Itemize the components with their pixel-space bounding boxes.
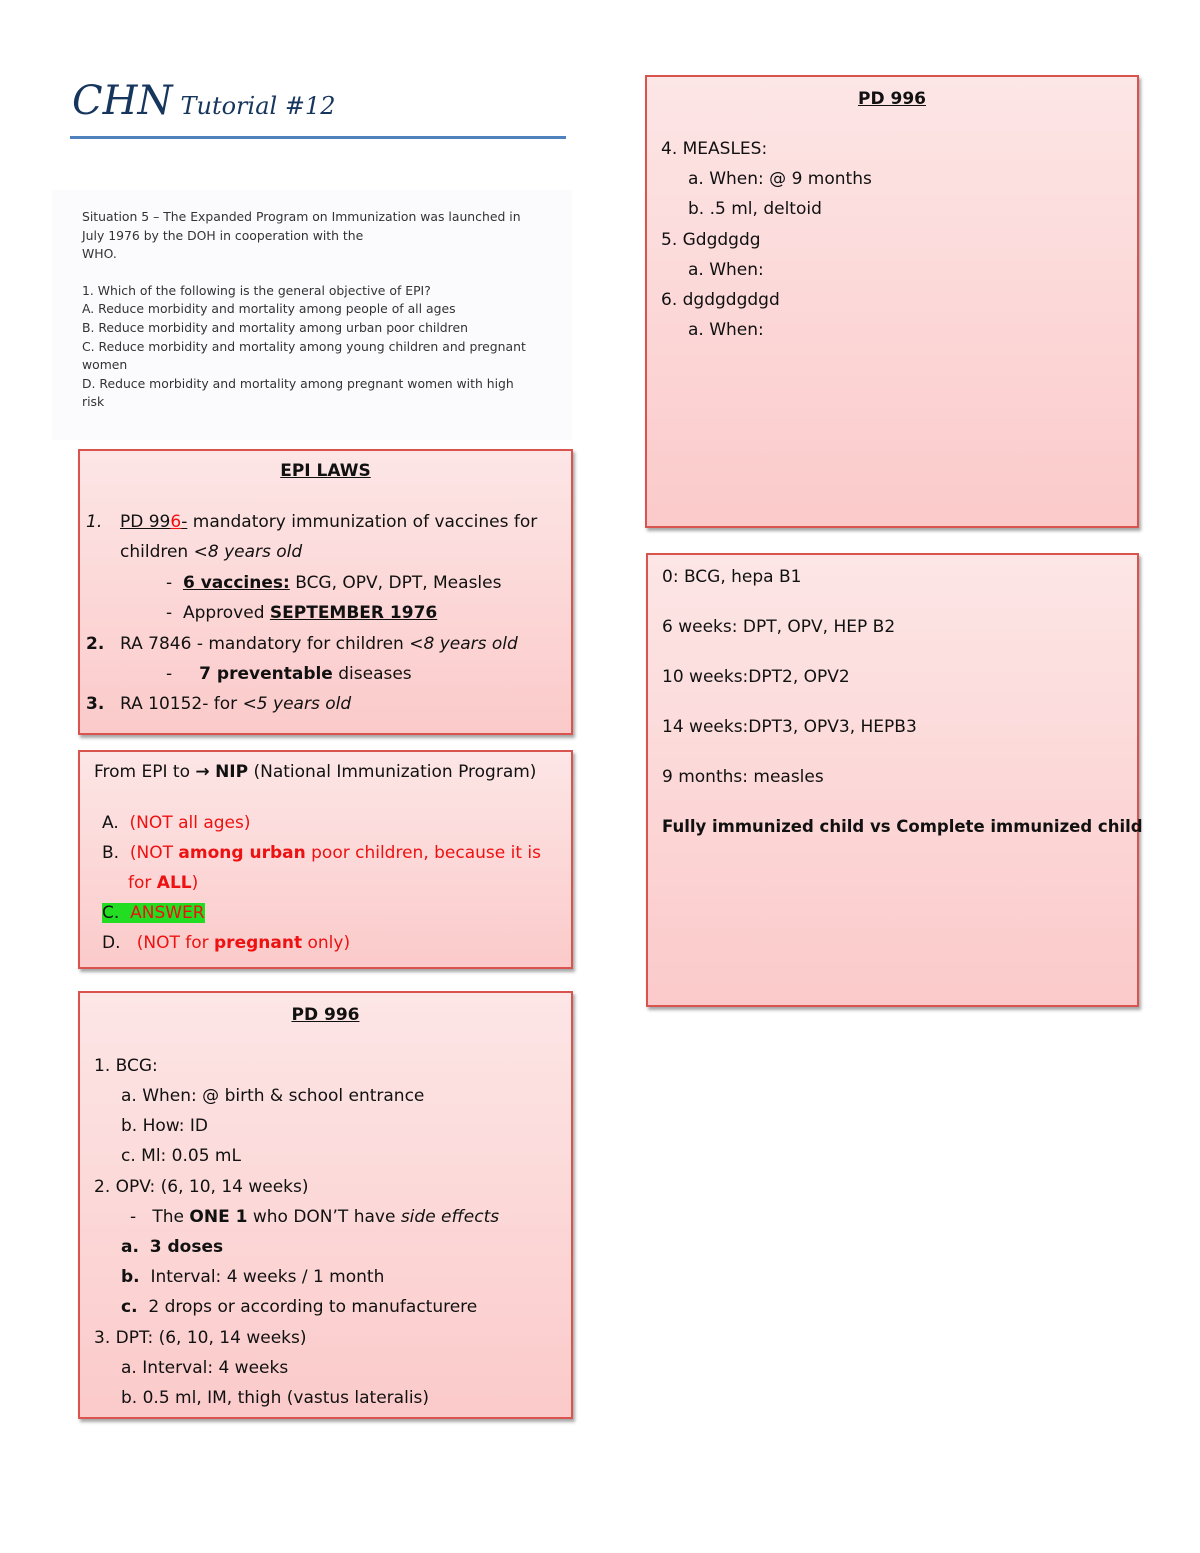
title-sub: Tutorial #12 bbox=[180, 92, 336, 120]
schedule-line: 0: BCG, hepa B1 bbox=[662, 567, 802, 587]
opv-interval: b. Interval: 4 weeks / 1 month bbox=[121, 1267, 385, 1287]
dpt-interval: a. Interval: 4 weeks bbox=[121, 1358, 289, 1378]
law-pd996-approved: - Approved SEPTEMBER 1976 bbox=[166, 603, 438, 623]
dpt-dose: b. 0.5 ml, IM, thigh (vastus lateralis) bbox=[121, 1388, 430, 1408]
epi-laws-heading: EPI LAWS bbox=[280, 461, 371, 481]
measles-dose: b. .5 ml, deltoid bbox=[688, 199, 822, 219]
nip-option-c-answer: C. ANSWER bbox=[102, 903, 205, 923]
opv-doses: a. 3 doses bbox=[121, 1237, 224, 1257]
list-number: 3. bbox=[86, 694, 105, 714]
opv-note: - The ONE 1 who DON’T have side effects bbox=[130, 1207, 500, 1227]
law-pd996-cont: children <8 years old bbox=[120, 542, 303, 562]
measles-when: a. When: @ 9 months bbox=[688, 169, 872, 189]
title-main: CHN bbox=[72, 78, 173, 124]
item-6-when: a. When: bbox=[688, 320, 764, 340]
item-5: 5. Gdgdgdg bbox=[661, 230, 761, 250]
bcg-when: a. When: @ birth & school entrance bbox=[121, 1086, 425, 1106]
question-option: risk bbox=[82, 394, 105, 410]
item-6: 6. dgdgdgdgd bbox=[661, 290, 780, 310]
document-title bbox=[72, 78, 335, 124]
pd996-right-box bbox=[645, 75, 1139, 528]
list-number: 2. bbox=[86, 634, 105, 654]
nip-option-d: D. (NOT for pregnant only) bbox=[102, 933, 351, 953]
pd996-left-box bbox=[78, 991, 573, 1419]
schedule-line: 9 months: measles bbox=[662, 767, 824, 787]
title-underline bbox=[70, 136, 566, 139]
nip-option-b: B. (NOT among urban poor children, because it is bbox=[102, 843, 542, 863]
schedule-line: 14 weeks:DPT3, OPV3, HEPB3 bbox=[662, 717, 917, 737]
law-pd996: PD 996- mandatory immunization of vaccines for bbox=[120, 512, 538, 532]
schedule-line: 6 weeks: DPT, OPV, HEP B2 bbox=[662, 617, 896, 637]
question-intro-1: Situation 5 – The Expanded Program on Immunization was launched in bbox=[82, 209, 521, 224]
law-ra7846-diseases: - 7 preventable diseases bbox=[166, 664, 412, 684]
nip-box bbox=[78, 750, 573, 969]
question-intro-2: July 1976 by the DOH in cooperation with the bbox=[82, 227, 364, 243]
question-stem: 1. Which of the following is the general objective of EPI? bbox=[82, 282, 431, 298]
question-option: D. Reduce morbidity and mortality among pregnant women with high bbox=[82, 375, 514, 391]
pd996-right-heading: PD 996 bbox=[858, 89, 926, 109]
bcg-ml: c. Ml: 0.05 mL bbox=[121, 1146, 241, 1166]
bcg-line: 1. BCG: bbox=[94, 1056, 158, 1076]
measles-line: 4. MEASLES: bbox=[661, 139, 768, 159]
bcg-how: b. How: ID bbox=[121, 1116, 208, 1136]
question-option: women bbox=[82, 357, 128, 373]
law-pd996-vaccines: - 6 vaccines: BCG, OPV, DPT, Measles bbox=[166, 573, 502, 593]
law-ra7846: RA 7846 - mandatory for children <8 years old bbox=[120, 634, 518, 654]
nip-option-a: A. (NOT all ages) bbox=[102, 813, 251, 833]
law-ra10152: RA 10152- for <5 years old bbox=[120, 694, 352, 714]
item-5-when: a. When: bbox=[688, 260, 764, 280]
nip-option-b-cont: for ALL) bbox=[128, 873, 199, 893]
question-option: C. Reduce morbidity and mortality among young children and pregnant bbox=[82, 338, 526, 354]
opv-drops: c. 2 drops or according to manufacturere bbox=[121, 1297, 478, 1317]
epi-laws-box bbox=[78, 449, 573, 735]
list-number: 1. bbox=[86, 512, 103, 532]
nip-heading: From EPI to → NIP (National Immunization Program) bbox=[94, 762, 537, 782]
question-intro-3: WHO. bbox=[82, 246, 117, 262]
question-option: A. Reduce morbidity and mortality among people of all ages bbox=[82, 301, 456, 317]
question-option: B. Reduce morbidity and mortality among urban poor children bbox=[82, 319, 468, 335]
opv-line: 2. OPV: (6, 10, 14 weeks) bbox=[94, 1177, 309, 1197]
schedule-line: 10 weeks:DPT2, OPV2 bbox=[662, 667, 850, 687]
dpt-line: 3. DPT: (6, 10, 14 weeks) bbox=[94, 1328, 307, 1348]
pd996-left-heading: PD 996 bbox=[291, 1005, 360, 1025]
question-image bbox=[52, 190, 572, 440]
schedule-note: Fully immunized child vs Complete immunized child bbox=[662, 817, 1143, 836]
schedule-box bbox=[646, 553, 1143, 1007]
arrow-right-icon: → bbox=[195, 762, 210, 782]
